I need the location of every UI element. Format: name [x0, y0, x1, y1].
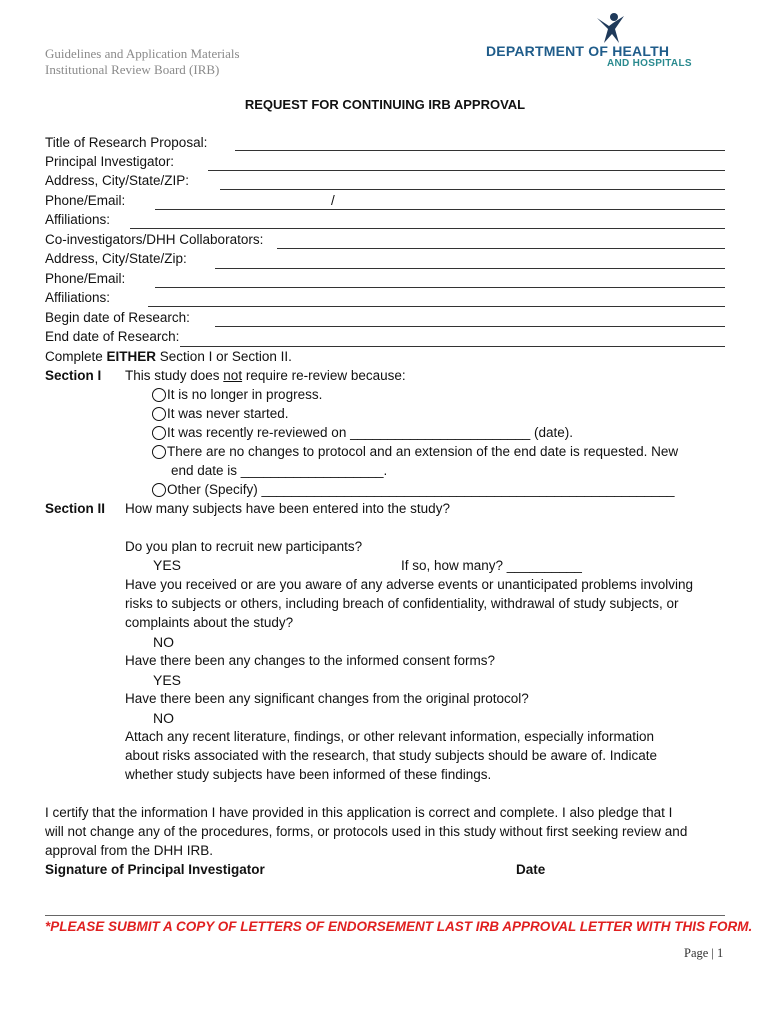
- affil2-label: Affiliations:: [45, 290, 111, 305]
- section1-label: Section I: [45, 368, 102, 383]
- phone2-label: Phone/Email:: [45, 271, 126, 286]
- complete-instruction: [45, 348, 292, 366]
- affil2-input-line[interactable]: [148, 306, 725, 307]
- q-adverse-3: complaints about the study?: [125, 615, 294, 630]
- section1-intro-not: not: [223, 368, 243, 383]
- option-no-longer[interactable]: [152, 386, 322, 404]
- address-input-line[interactable]: [220, 189, 725, 190]
- q-literature-2: about risks associated with the research, that study subjects should be aware of. Indicate: [125, 748, 658, 763]
- logo-line1: DEPARTMENT OF HEALTH: [486, 43, 670, 59]
- header-line2: Institutional Review Board (IRB): [45, 62, 220, 77]
- certify-line3: approval from the DHH IRB.: [45, 843, 214, 858]
- coinv-input-line[interactable]: [277, 248, 725, 249]
- option-re-reviewed[interactable]: [152, 424, 573, 442]
- certify-line1: I certify that the information I have provided in this application is correct and complete. I also pledge that I: [45, 805, 673, 820]
- title-label: Title of Research Proposal:: [45, 135, 208, 150]
- section1-intro: [125, 367, 406, 385]
- option-no-changes-label: There are no changes to protocol and an extension of the end date is requested. New: [167, 444, 679, 459]
- option-no-longer-label: It is no longer in progress.: [167, 387, 323, 402]
- complete-either: EITHER: [106, 349, 157, 364]
- option-never-started[interactable]: [152, 405, 289, 423]
- complete-suffix: Section I or Section II.: [156, 349, 292, 364]
- affil-label: Affiliations:: [45, 212, 111, 227]
- phone-slash: /: [331, 193, 335, 208]
- logo-line2: AND HOSPITALS: [607, 58, 692, 69]
- radio-circle[interactable]: [152, 483, 166, 497]
- end-input-line[interactable]: [180, 346, 725, 347]
- q-how-many: If so, how many? __________: [401, 558, 582, 573]
- pi-label: Principal Investigator:: [45, 154, 175, 169]
- header-text: [45, 46, 240, 78]
- address-label: Address, City/State/ZIP:: [45, 173, 190, 188]
- date-label: Date: [516, 862, 546, 877]
- affil-input-line[interactable]: [130, 228, 725, 229]
- title-input-line[interactable]: [235, 150, 725, 151]
- signature-label: Signature of Principal Investigator: [45, 862, 265, 877]
- phone2-input-line[interactable]: [155, 287, 725, 288]
- option-other-label: Other (Specify) _______________________________________________________: [167, 482, 675, 497]
- q-literature-1: Attach any recent literature, findings, or other relevant information, especially information: [125, 729, 655, 744]
- section1-intro-post: require re-review because:: [242, 368, 406, 383]
- complete-prefix: Complete: [45, 349, 107, 364]
- person-figure-icon: [594, 12, 628, 46]
- option-re-reviewed-label: It was recently re-reviewed on ________________________ (date).: [167, 425, 574, 440]
- answer-recruit[interactable]: YES: [153, 557, 182, 573]
- begin-label: Begin date of Research:: [45, 310, 190, 325]
- phone-input-line[interactable]: [155, 209, 725, 210]
- option-no-changes[interactable]: [152, 443, 678, 461]
- q-protocol: Have there been any significant changes from the original protocol?: [125, 691, 529, 706]
- option-never-started-label: It was never started.: [167, 406, 289, 421]
- section2-label: Section II: [45, 501, 106, 516]
- radio-circle[interactable]: [152, 445, 166, 459]
- submit-notice: *PLEASE SUBMIT A COPY OF LETTERS OF ENDORSEMENT LAST IRB APPROVAL LETTER WITH THIS FORM.: [45, 919, 753, 934]
- certify-line2: will not change any of the procedures, forms, or protocols used in this study without first seeking review and: [45, 824, 688, 839]
- header-line1: Guidelines and Application Materials: [45, 46, 240, 61]
- q-adverse-2: risks to subjects or others, including breach of confidentiality, withdrawal of study subjects, or: [125, 596, 679, 611]
- phone-label: Phone/Email:: [45, 193, 126, 208]
- section1-intro-pre: This study does: [125, 368, 224, 383]
- q-recruit: Do you plan to recruit new participants?: [125, 539, 363, 554]
- page-number: Page | 1: [684, 946, 724, 960]
- option-no-changes-line2: end date is ___________________.: [171, 463, 388, 478]
- address2-label: Address, City/State/Zip:: [45, 251, 187, 266]
- radio-circle[interactable]: [152, 426, 166, 440]
- coinv-label: Co-investigators/DHH Collaborators:: [45, 232, 264, 247]
- answer-consent[interactable]: YES: [153, 672, 182, 688]
- begin-input-line[interactable]: [215, 326, 725, 327]
- radio-circle[interactable]: [152, 388, 166, 402]
- q-adverse-1: Have you received or are you aware of any adverse events or unanticipated problems involving: [125, 577, 694, 592]
- pi-input-line[interactable]: [208, 170, 725, 171]
- address2-input-line[interactable]: [215, 268, 725, 269]
- q-consent: Have there been any changes to the informed consent forms?: [125, 653, 495, 668]
- radio-circle[interactable]: [152, 407, 166, 421]
- notice-divider: [45, 915, 725, 916]
- page-title: REQUEST FOR CONTINUING IRB APPROVAL: [244, 97, 526, 112]
- q-literature-3: whether study subjects have been informed of these findings.: [125, 767, 492, 782]
- answer-protocol[interactable]: NO: [153, 710, 174, 726]
- q-subjects-entered: How many subjects have been entered into the study?: [125, 501, 450, 516]
- option-other[interactable]: [152, 481, 674, 499]
- dhh-logo: [486, 12, 716, 72]
- end-label: End date of Research:: [45, 329, 180, 344]
- answer-adverse[interactable]: NO: [153, 634, 174, 650]
